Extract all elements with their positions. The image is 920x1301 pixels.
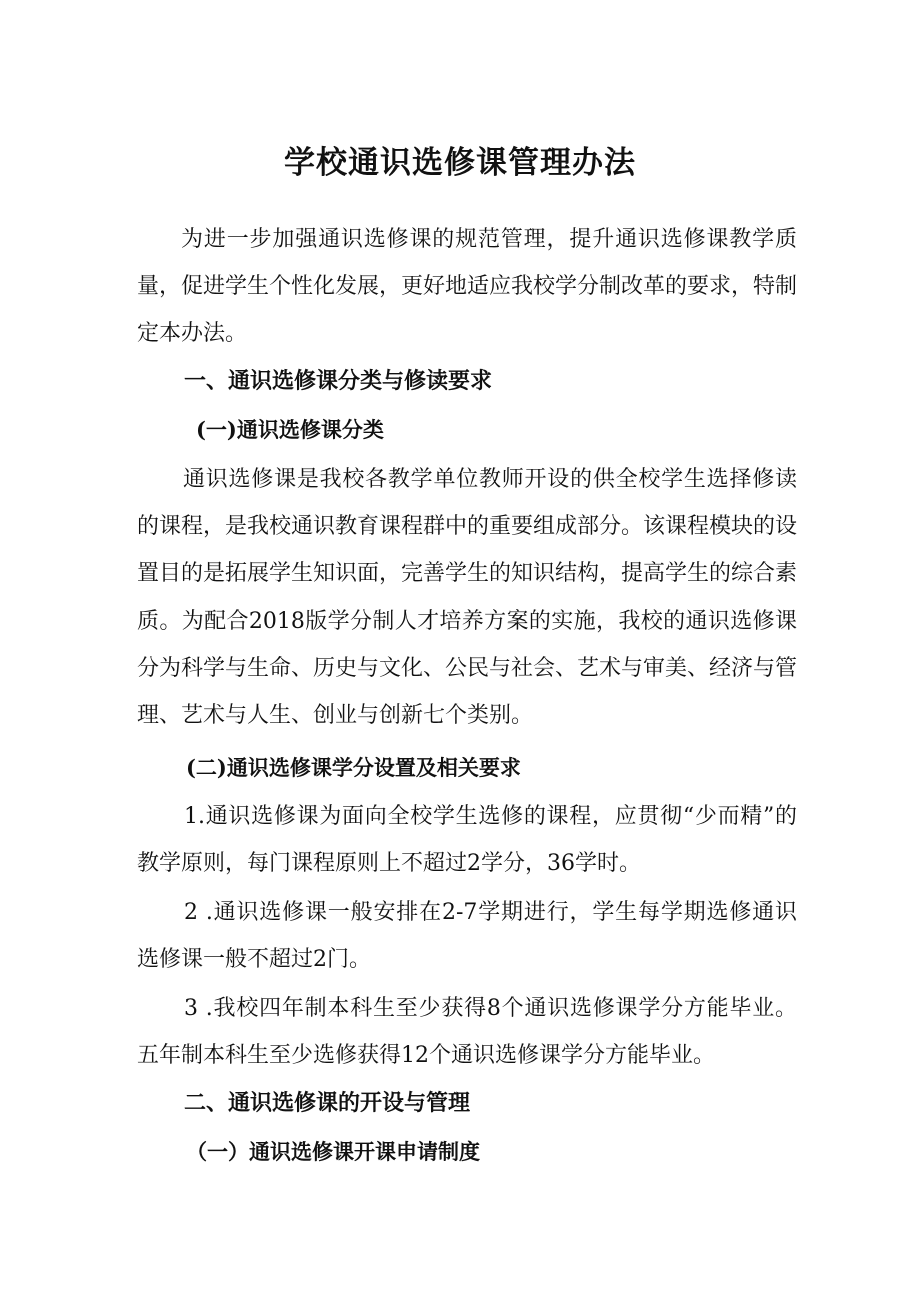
- section-1-sub-2-heading: (二)通识选修课学分设置及相关要求: [186, 755, 521, 780]
- section-1-heading: 一、通识选修课分类与修读要求: [184, 369, 493, 394]
- section-1-sub-1-heading: (一)通识选修课分类: [196, 417, 384, 442]
- section-2-sub-1-heading: （一）通识选修课开课申请制度: [186, 1139, 480, 1164]
- requirement-item-1: 1.通识选修课为面向全校学生选修的课程，应贯彻“少而精”的教学原则，每门课程原则上不超过2学分，36学时。: [137, 804, 797, 877]
- document-title: 学校通识选修课管理办法: [284, 145, 636, 181]
- requirement-item-3: 3 .我校四年制本科生至少获得8个通识选修课学分方能毕业。五年制本科生至少选修获得12个通识选修课学分方能毕业。: [137, 996, 797, 1069]
- intro-paragraph: 为进一步加强通识选修课的规范管理，提升通识选修课教学质量，促进学生个性化发展，更好地适应我校学分制改革的要求，特制定本办法。: [137, 227, 798, 347]
- section-1-sub-1-paragraph: 通识选修课是我校各教学单位教师开设的供全校学生选择修读的课程，是我校通识教育课程群中的重要组成部分。该课程模块的设置目的是拓展学生知识面，完善学生的知识结构，提高学生的综合素质。为配合2018版学分制人才培养方案的实施，我校的通识选修课分为科学与生命、历史与文化、公民与社会、艺术与审美、经济与管理、艺术与人生、创业与创新七个类别。: [137, 467, 798, 729]
- section-2-heading: 二、通识选修课的开设与管理: [184, 1091, 471, 1116]
- requirement-item-2: 2 .通识选修课一般安排在2-7学期进行，学生每学期选修通识选修课一般不超过2门。: [137, 900, 797, 973]
